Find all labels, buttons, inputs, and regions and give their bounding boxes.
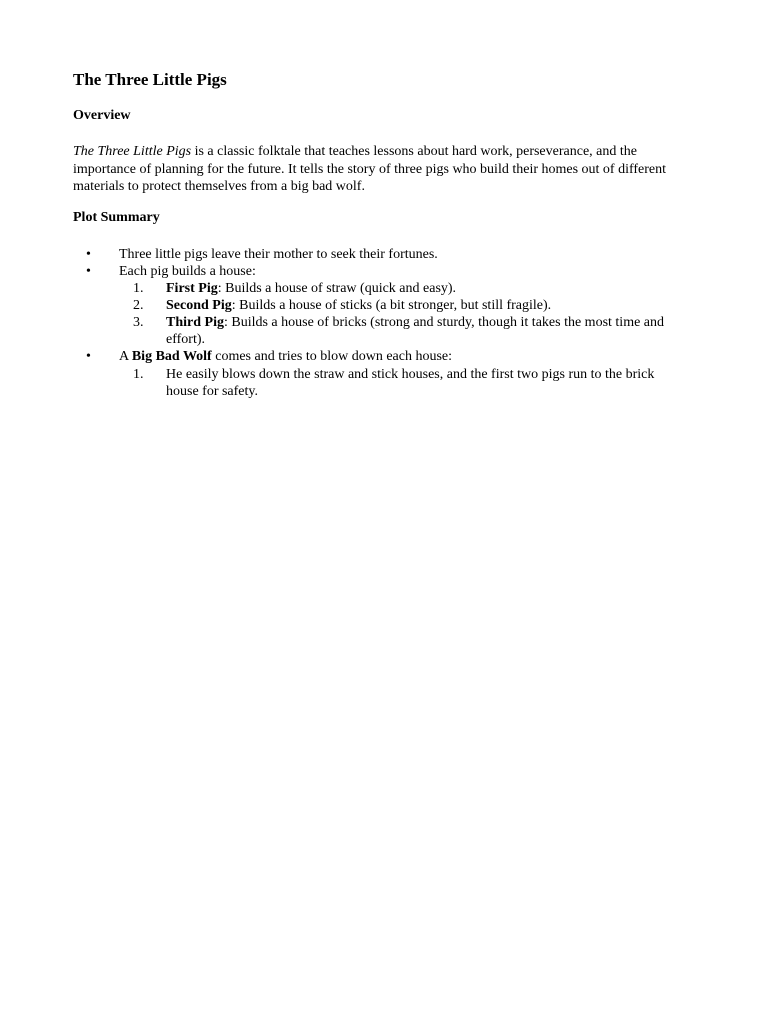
- bullet-marker: •: [86, 349, 91, 364]
- numbered-text: [166, 280, 701, 297]
- overview-text: is a classic folktale that teaches lessons about hard work, perseverance, and the importance of planning for the future. It tells the story of three pigs who build their homes out of different materials to protect themselves from a big bad wolf.: [73, 144, 667, 194]
- bullet-text: Each pig builds a house:: [119, 264, 256, 279]
- overview-heading: Overview: [73, 108, 131, 123]
- overview-title-italic: The Three Little Pigs: [73, 144, 192, 159]
- overview-paragraph: [73, 143, 703, 196]
- plot-summary-heading: Plot Summary: [73, 210, 160, 225]
- document-title: The Three Little Pigs: [73, 70, 227, 89]
- wolf-name: Big Bad Wolf: [131, 349, 212, 364]
- pig-name: First Pig: [166, 281, 218, 296]
- number-marker: 3.: [133, 315, 144, 330]
- bullet-prefix: A: [119, 349, 132, 364]
- number-marker: 1.: [133, 281, 144, 296]
- pig-description: : Builds a house of straw (quick and easy).: [217, 281, 457, 296]
- bullet-marker: •: [86, 247, 91, 262]
- bullet-suffix: comes and tries to blow down each house:: [211, 349, 453, 364]
- numbered-text: [166, 297, 701, 314]
- bullet-marker: •: [86, 264, 91, 279]
- number-marker: 1.: [133, 367, 144, 382]
- pig-name: Second Pig: [166, 298, 232, 313]
- number-marker: 2.: [133, 298, 144, 313]
- bullet-text: Three little pigs leave their mother to seek their fortunes.: [119, 247, 438, 262]
- numbered-text: He easily blows down the straw and stick houses, and the first two pigs run to the brick house for safety.: [166, 367, 655, 399]
- bullet-text: [119, 348, 452, 365]
- pig-name: Third Pig: [166, 315, 224, 330]
- pig-description: : Builds a house of bricks (strong and sturdy, though it takes the most time and effort).: [166, 315, 665, 347]
- numbered-text: [166, 314, 701, 348]
- pig-description: : Builds a house of sticks (a bit stronger, but still fragile).: [231, 298, 552, 313]
